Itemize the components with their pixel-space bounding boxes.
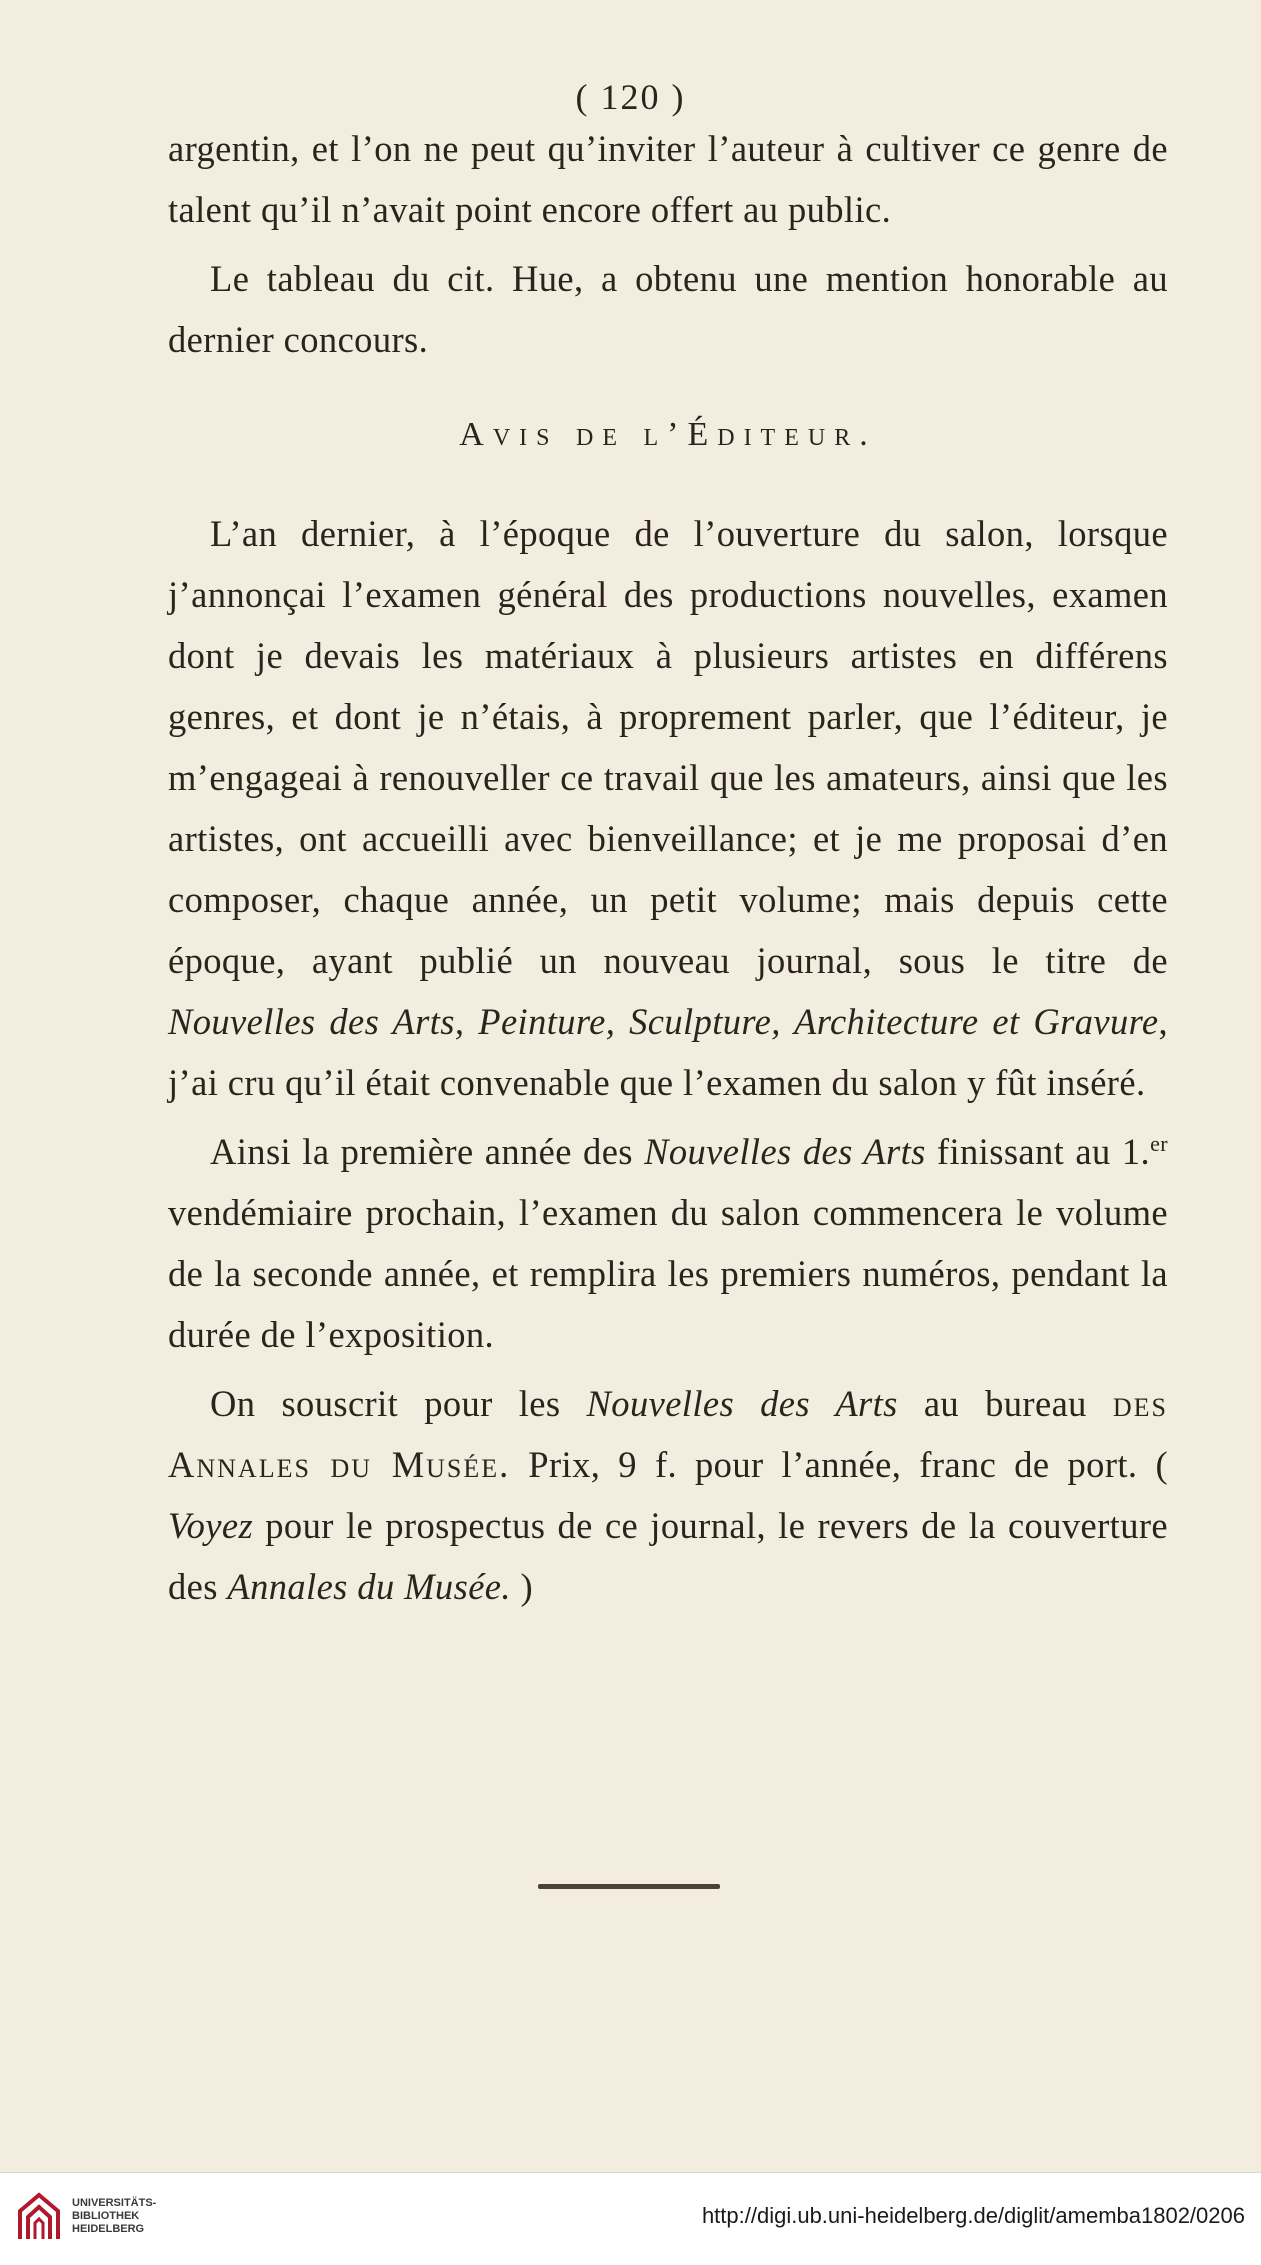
library-name <box>72 2197 156 2236</box>
library-logo-icon <box>14 2189 64 2245</box>
notice-paragraph-3 <box>168 1373 1168 1617</box>
notice-text: On souscrit pour les <box>210 1383 587 1424</box>
page-body <box>168 118 1168 1617</box>
notice-text: au bureau <box>897 1383 1113 1424</box>
voyez-word: Voyez <box>168 1505 254 1546</box>
ordinal-number: 1. <box>1121 1131 1151 1172</box>
library-name-line: UNIVERSITÄTS- <box>72 2197 157 2209</box>
closing-rule <box>538 1884 720 1889</box>
library-name-line: BIBLIOTHEK <box>72 2210 140 2222</box>
journal-title: Nouvelles des Arts, Peinture, Sculpture, Architecture et Gravure <box>168 1001 1159 1042</box>
notice-text: ) <box>510 1566 534 1607</box>
annales-title: Annales du Musée. <box>227 1566 511 1607</box>
notice-text: finissant au <box>925 1131 1122 1172</box>
notice-text: , j’ai cru qu’il était convenable que l’examen du salon y fût inséré. <box>168 1001 1168 1103</box>
notice-text: Prix, 9 f. pour l’année, franc de port. ( <box>510 1444 1169 1485</box>
library-name-line: HEIDELBERG <box>72 2223 145 2235</box>
journal-title: Nouvelles des Arts <box>644 1131 926 1172</box>
ordinal-suffix: er <box>1150 1130 1168 1156</box>
page-number: ( 120 ) <box>575 77 686 117</box>
paragraph-continuation: argentin, et l’on ne peut qu’inviter l’auteur à cultiver ce genre de talent qu’il n’avait point encore offert au public. <box>168 128 1168 230</box>
source-url-link[interactable]: http://digi.ub.uni-heidelberg.de/diglit/amemba1802/0206 <box>701 2203 1245 2228</box>
section-heading: Avis de l’Éditeur. <box>459 416 877 453</box>
notice-paragraph-1 <box>168 503 1168 1113</box>
notice-text: pour le prospectus de ce journal, le revers de la couverture des <box>168 1505 1168 1607</box>
bureau-name: des Annales du Musée. <box>168 1383 1168 1485</box>
paragraph-hue: Le tableau du cit. Hue, a obtenu une mention honorable au dernier concours. <box>168 258 1168 360</box>
notice-text: L’an dernier, à l’époque de l’ouverture du salon, lorsque j’annonçai l’examen général des productions nouvelles, examen dont je devais les matériaux à plusieurs artistes en différens genres, et dont je n’étais, à proprement parler, que l’éditeur, je m’engageai à renouveller ce travail que les amateurs, ainsi que les artistes, ont accueilli avec bienveillance; et je me proposai d’en composer, chaque année, un petit volume; mais depuis cette époque, ayant publié un nouveau journal, sous le titre de <box>168 513 1168 981</box>
notice-text: Ainsi la première année des <box>210 1131 645 1172</box>
journal-title: Nouvelles des Arts <box>586 1383 898 1424</box>
footer-bar <box>0 2172 1261 2265</box>
notice-paragraph-2 <box>168 1121 1168 1365</box>
notice-text: vendémiaire prochain, l’examen du salon commencera le volume de la seconde année, et remplira les premiers numéros, pendant la durée de l’exposition. <box>168 1192 1168 1355</box>
